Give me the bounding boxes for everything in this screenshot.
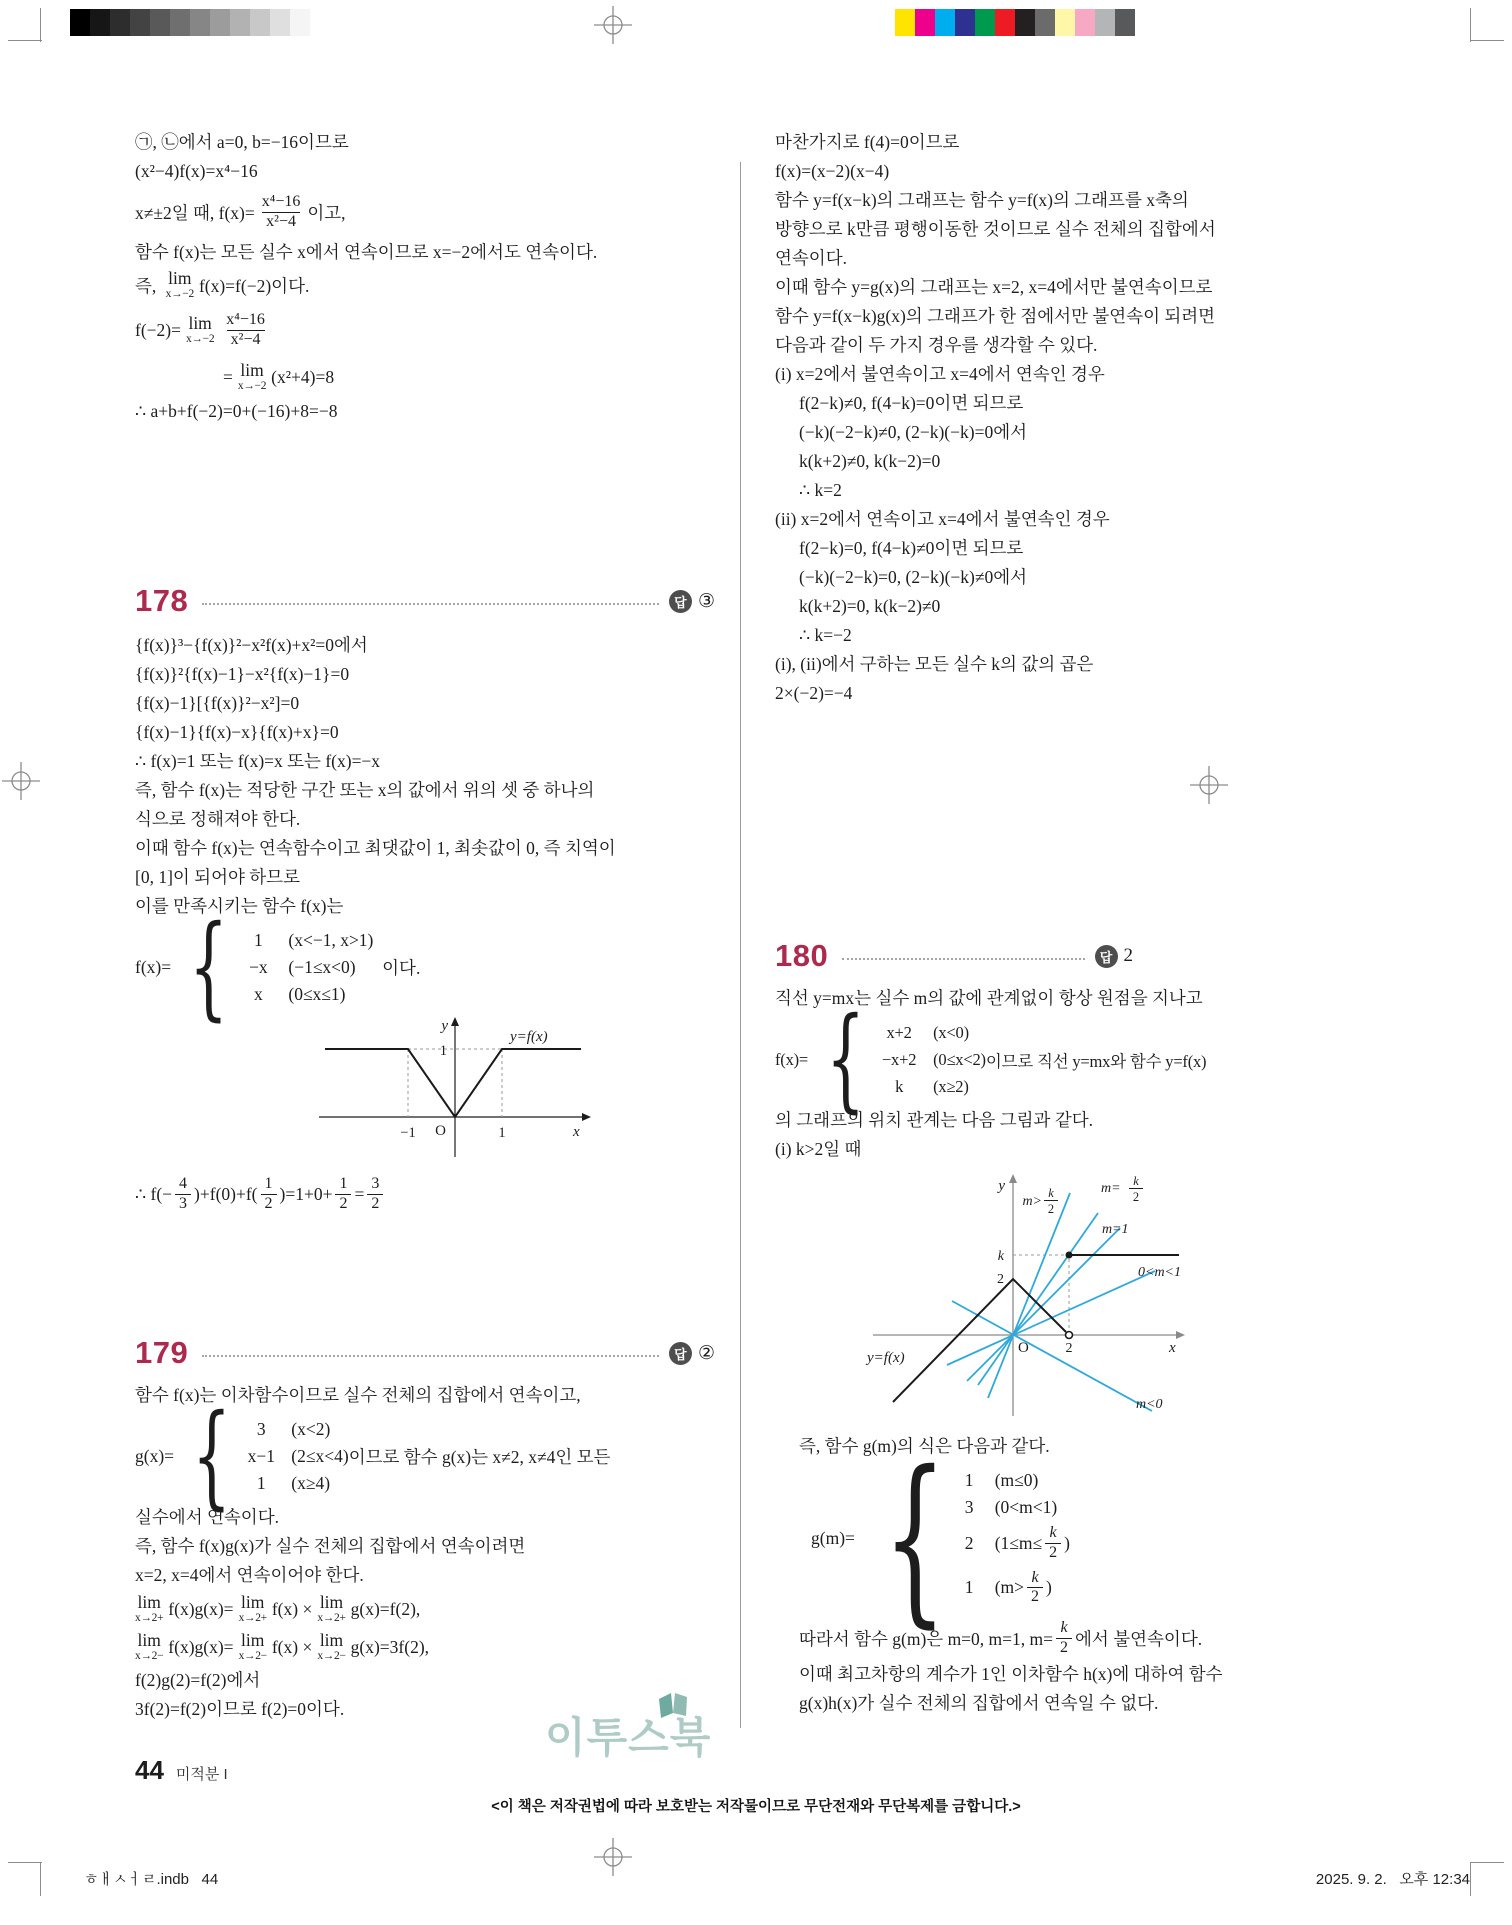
solution-line: 함수 f(x)는 모든 실수 x에서 연속이므로 x=−2에서도 연속이다.	[135, 242, 598, 262]
calibration-swatch	[190, 9, 210, 36]
crop-mark	[40, 8, 41, 42]
math-text: =	[354, 1183, 365, 1204]
graph-178	[305, 1014, 605, 1164]
page-footer	[135, 1755, 228, 1786]
y-tick-label: k	[997, 1249, 1004, 1264]
limit: lim x→−2	[185, 313, 215, 345]
origin-label: O	[435, 1123, 446, 1139]
solution-line: (−k)(−2−k)≠0, (2−k)(−k)=0에서	[799, 422, 1028, 442]
math-text: f(x)=f(−2)이다.	[198, 275, 310, 296]
solution-line: f(2−k)≠0, f(4−k)=0이면 되므로	[799, 393, 1024, 413]
math-text: =	[223, 366, 233, 387]
calibration-swatch	[1035, 9, 1055, 36]
crop-mark	[1470, 1862, 1471, 1896]
problem-180	[775, 938, 1223, 1718]
dotted-leader	[202, 1354, 659, 1357]
answer-value: 2	[1123, 945, 1133, 966]
book-title: 미적분 I	[175, 1766, 228, 1783]
publisher-logo-text: 이투스북	[545, 1714, 712, 1761]
math-text: 이다.	[373, 958, 421, 978]
grayscale-calibration-bar	[70, 9, 310, 36]
solution-line: 함수 f(x)는 이차함수이므로 실수 전체의 집합에서 연속이고,	[135, 1385, 581, 1405]
color-calibration-bar	[895, 9, 1135, 36]
answer-value: ③	[697, 590, 715, 612]
slope-label-den: 2	[1132, 1190, 1140, 1204]
slope-label: 0<m<1	[1138, 1265, 1182, 1280]
math-text: ∴ f(−	[135, 1183, 173, 1204]
page-number: 44	[135, 1755, 164, 1785]
slope-label: m>	[1022, 1194, 1042, 1209]
case-heading: (i) x=2에서 불연속이고 x=4에서 연속인 경우	[775, 364, 1105, 384]
solution-line: 이를 만족시키는 함수 f(x)는	[135, 896, 344, 916]
math-text: )+f(0)+f(	[194, 1183, 258, 1204]
math-text: (x²+4)=8	[271, 366, 335, 387]
calibration-swatch	[995, 9, 1015, 36]
problem-heading	[135, 1335, 715, 1371]
solution-line: 즉, 함수 f(x)g(x)가 실수 전체의 집합에서 연속이려면	[135, 1536, 526, 1556]
solution-line: 직선 y=mx는 실수 m의 값에 관계없이 항상 원점을 지나고	[775, 988, 1203, 1008]
fraction	[258, 194, 305, 231]
solution-line: 실수에서 연속이다.	[135, 1507, 279, 1527]
solution-line: (i), (ii)에서 구하는 모든 실수 k의 값의 곱은	[775, 654, 1094, 674]
solution-line: 이때 함수 y=g(x)의 그래프는 x=2, x=4에서만 불연속이므로	[775, 277, 1213, 297]
solution-line: ㉠, ㉡에서 a=0, b=−16이므로	[135, 132, 349, 152]
math-text: 이므로 직선 y=mx와 함수 y=f(x)	[985, 1051, 1207, 1071]
copyright-notice: <이 책은 저작권법에 따라 보호받는 저작물이므로 무단전재와 무단복제를 금합니다.>	[491, 1799, 1021, 1815]
calibration-swatch	[1055, 9, 1075, 36]
brace-glyph: {	[826, 994, 866, 1125]
solution-line	[135, 1628, 715, 1666]
solution-line: g(x)h(x)가 실수 전체의 집합에서 연속일 수 없다.	[799, 1693, 1159, 1714]
solution-block-177	[135, 128, 715, 426]
solution-line: 식으로 정해져야 한다.	[135, 809, 301, 829]
answer-value: ②	[697, 1342, 715, 1364]
solution-line: k(k+2)=0, k(k−2)≠0	[799, 596, 941, 616]
solution-line: 의 그래프의 위치 관계는 다음 그림과 같다.	[775, 1110, 1094, 1130]
problem-heading	[135, 583, 715, 619]
math-text: x≠±2일 때, f(x)=	[135, 202, 255, 223]
piecewise-definition: g(m)= { 1 (m≤0) 3 (0<m<1) 2 (1≤m≤ $\frac{k}{2}$ ) 1 (m> $\frac{k}{2}$ )	[811, 1432, 1070, 1645]
math-text: f(x) ×	[271, 1598, 313, 1619]
calibration-swatch	[1115, 9, 1135, 36]
crop-mark	[1470, 8, 1471, 42]
fraction	[222, 312, 269, 349]
slope-label: m<0	[1136, 1397, 1163, 1412]
fraction-denominator: x²−4	[262, 212, 300, 231]
problem-179	[135, 1335, 715, 1724]
x-tick-label: 1	[498, 1125, 506, 1141]
math-text: 즉,	[135, 275, 161, 296]
curve-label: y=f(x)	[867, 1350, 905, 1366]
solution-line: 함수 y=f(x−k)g(x)의 그래프가 한 점에서만 불연속이 되려면	[775, 306, 1216, 326]
registration-mark-icon	[594, 6, 632, 44]
fraction: $\frac{1}{2}$	[335, 1176, 351, 1213]
slope-label-den: 2	[1047, 1202, 1055, 1216]
math-text: g(x)=f(2),	[350, 1598, 421, 1619]
graph-180	[855, 1166, 1205, 1424]
math-text: f(x)g(x)=	[168, 1598, 234, 1619]
solution-line	[135, 186, 715, 238]
math-text: 이므로 함수 g(x)는 x≠2, x≠4인 모든	[348, 1447, 611, 1467]
math-text: )=1+0+	[279, 1183, 333, 1204]
solution-line: 마찬가지로 f(4)=0이므로	[775, 132, 960, 152]
solution-line: 함수 y=f(x−k)의 그래프는 함수 y=f(x)의 그래프를 x축의	[775, 190, 1189, 210]
crop-mark	[1470, 40, 1504, 41]
solution-line: ∴ a+b+f(−2)=0+(−16)+8=−8	[135, 401, 338, 421]
slope-label-num: k	[1133, 1174, 1139, 1188]
slope-label: m=1	[1102, 1222, 1129, 1237]
brace-glyph: {	[192, 1391, 232, 1522]
dotted-leader	[842, 957, 1084, 960]
math-text: g(x)=	[135, 1446, 175, 1466]
calibration-swatch	[915, 9, 935, 36]
limit: lim x→2+	[135, 1592, 164, 1624]
limit: lim x→2−	[317, 1630, 346, 1662]
fraction: $\frac{k}{2}$	[1056, 1620, 1072, 1657]
fraction: $\frac{1}{2}$	[261, 1176, 277, 1213]
calibration-swatch	[1015, 9, 1035, 36]
solution-line: f(x)=(x−2)(x−4)	[775, 161, 890, 181]
math-text: f(x)g(x)=	[168, 1636, 234, 1657]
y-tick-label: 2	[997, 1272, 1004, 1287]
limit: lim x→2−	[238, 1630, 267, 1662]
answer-badge: 답	[1095, 945, 1118, 968]
math-text: f(−2)=	[135, 319, 181, 340]
calibration-swatch	[1075, 9, 1095, 36]
registration-mark-icon	[1190, 766, 1228, 804]
solution-line: 다음과 같이 두 가지 경우를 생각할 수 있다.	[775, 335, 1098, 355]
fraction: $\frac{3}{2}$	[367, 1176, 383, 1213]
curve-label: y=f(x)	[510, 1029, 548, 1045]
solution-line: {f(x)−1}{f(x)−x}{f(x)+x}=0	[135, 722, 339, 742]
calibration-swatch	[170, 9, 190, 36]
calibration-swatch	[230, 9, 250, 36]
limit: lim x→2−	[135, 1630, 164, 1662]
piecewise-definition: f(x)= { x+2 (x<0) −x+2 (0≤x<2) k (x≥2) 이므로 직선 y=mx와 함수 y=f(x)	[775, 994, 1207, 1125]
solution-line	[135, 1168, 715, 1220]
calibration-swatch	[70, 9, 90, 36]
solution-line	[135, 1590, 715, 1628]
crop-mark	[8, 1862, 42, 1863]
calibration-swatch	[90, 9, 110, 36]
math-text: g(x)=3f(2),	[350, 1636, 430, 1657]
solution-line: x=2, x=4에서 연속이어야 한다.	[135, 1565, 364, 1585]
y-axis-label: y	[441, 1018, 448, 1034]
calibration-swatch	[150, 9, 170, 36]
column-divider	[740, 162, 741, 1728]
math-text: f(x) ×	[271, 1636, 313, 1657]
solution-line: {f(x)}³−{f(x)}²−x²f(x)+x²=0에서	[135, 635, 368, 655]
fraction: $\frac{4}{3}$	[175, 1176, 191, 1213]
solution-line: (−k)(−2−k)=0, (2−k)(−k)≠0에서	[799, 567, 1028, 587]
solution-line: (i) k>2일 때	[775, 1139, 862, 1159]
x-tick-label: −1	[400, 1125, 416, 1141]
math-text: 따라서 함수 g(m)은 m=0, m=1, m=	[799, 1628, 1054, 1649]
fraction-numerator: x⁴−16	[261, 192, 301, 210]
calibration-swatch	[895, 9, 915, 36]
limit: lim x→−2	[165, 268, 194, 300]
print-file-label: ㅎㅐㅅㅓㄹ.indb 44	[84, 1871, 219, 1888]
solution-line: {f(x)}²{f(x)−1}−x²{f(x)−1}=0	[135, 664, 350, 684]
x-axis-label: x	[1169, 1340, 1176, 1356]
calibration-swatch	[290, 9, 310, 36]
calibration-swatch	[130, 9, 150, 36]
solution-line: 2×(−2)=−4	[775, 683, 853, 703]
piecewise-definition: f(x)= { 1 (x<−1, x>1) −x (−1≤x<0) x (0≤x≤1) 이다.	[135, 902, 421, 1033]
publisher-logo	[545, 1705, 711, 1765]
math-text: f(x)=	[775, 1049, 809, 1069]
solution-line: 연속이다.	[775, 248, 847, 268]
solution-line	[223, 357, 715, 397]
problem-heading	[775, 938, 1133, 974]
solution-line: 이때 함수 f(x)는 연속함수이고 최댓값이 1, 최솟값이 0, 즉 치역이	[135, 838, 616, 858]
problem-number: 178	[135, 583, 189, 618]
problem-178	[135, 583, 715, 1220]
calibration-swatch	[210, 9, 230, 36]
x-axis-label: x	[573, 1124, 580, 1140]
limit: lim x→2+	[317, 1592, 346, 1624]
calibration-swatch	[935, 9, 955, 36]
math-text: f(x)=	[135, 957, 172, 977]
y-tick-label: 1	[439, 1043, 447, 1059]
brace-glyph: {	[882, 1432, 947, 1645]
answer-badge: 답	[669, 1342, 692, 1365]
fraction-numerator: x⁴−16	[226, 310, 265, 328]
calibration-swatch	[955, 9, 975, 36]
solution-line	[135, 267, 715, 303]
solution-line: f(2−k)=0, f(4−k)≠0이면 되므로	[799, 538, 1024, 558]
solution-line: [0, 1]이 되어야 하므로	[135, 867, 300, 887]
x-tick-label: 2	[1065, 1341, 1073, 1356]
limit: lim x→2+	[238, 1592, 267, 1624]
registration-mark-icon	[594, 1838, 632, 1876]
slope-label: m=	[1101, 1181, 1121, 1196]
fraction-denominator: x²−4	[227, 330, 265, 349]
solution-line	[799, 1616, 1203, 1660]
slope-label-num: k	[1048, 1186, 1054, 1200]
y-axis-label: y	[998, 1178, 1005, 1194]
solution-line: (x²−4)f(x)=x⁴−16	[135, 161, 258, 181]
problem-number: 180	[775, 938, 829, 973]
solution-line: ∴ k=−2	[799, 625, 852, 645]
solution-line: 3f(2)=f(2)이므로 f(2)=0이다.	[135, 1699, 345, 1719]
crop-mark	[1470, 1862, 1504, 1863]
calibration-swatch	[250, 9, 270, 36]
registration-mark-icon	[2, 762, 40, 800]
case-heading: (ii) x=2에서 연속이고 x=4에서 불연속인 경우	[775, 509, 1110, 529]
fraction: $\frac{k}{2}$	[1045, 1525, 1061, 1562]
math-text: g(m)=	[811, 1528, 855, 1549]
solution-line: ∴ k=2	[799, 480, 842, 500]
solution-line: k(k+2)≠0, k(k−2)=0	[799, 451, 941, 471]
math-text: 에서 불연속이다.	[1075, 1628, 1203, 1649]
problem-number: 179	[135, 1335, 189, 1370]
crop-mark	[40, 1862, 41, 1896]
solution-line: 즉, 함수 g(m)의 식은 다음과 같다.	[799, 1436, 1050, 1456]
print-timestamp: 2025. 9. 2. 오후 12:34	[1315, 1871, 1470, 1888]
crop-mark	[8, 40, 42, 41]
calibration-swatch	[975, 9, 995, 36]
piecewise-definition: g(x)= { 3 (x<2) x−1 (2≤x<4) 1 (x≥4) 이므로 함수 g(x)는 x≠2, x≠4인 모든	[135, 1391, 611, 1522]
math-text: 이고,	[307, 202, 346, 223]
solution-block-179-cont	[775, 128, 1216, 708]
solution-line: {f(x)−1}[{f(x)}²−x²]=0	[135, 693, 300, 713]
calibration-swatch	[270, 9, 290, 36]
solution-line	[135, 303, 715, 357]
origin-label: O	[1018, 1340, 1029, 1356]
solution-line: 즉, 함수 f(x)는 적당한 구간 또는 x의 값에서 위의 셋 중 하나의	[135, 780, 595, 800]
solution-line: ∴ f(x)=1 또는 f(x)=x 또는 f(x)=−x	[135, 751, 381, 771]
brace-glyph: {	[189, 902, 229, 1033]
answer-badge: 답	[669, 590, 692, 613]
dotted-leader	[202, 602, 659, 605]
calibration-swatch	[110, 9, 130, 36]
solution-line: 방향으로 k만큼 평행이동한 것이므로 실수 전체의 집합에서	[775, 219, 1216, 239]
solution-line: 이때 최고차항의 계수가 1인 이차함수 h(x)에 대하여 함수	[799, 1664, 1223, 1685]
calibration-swatch	[1095, 9, 1115, 36]
solution-line: f(2)g(2)=f(2)에서	[135, 1670, 261, 1690]
fraction: $\frac{k}{2}$	[1027, 1570, 1043, 1607]
limit: lim x→−2	[237, 360, 267, 392]
